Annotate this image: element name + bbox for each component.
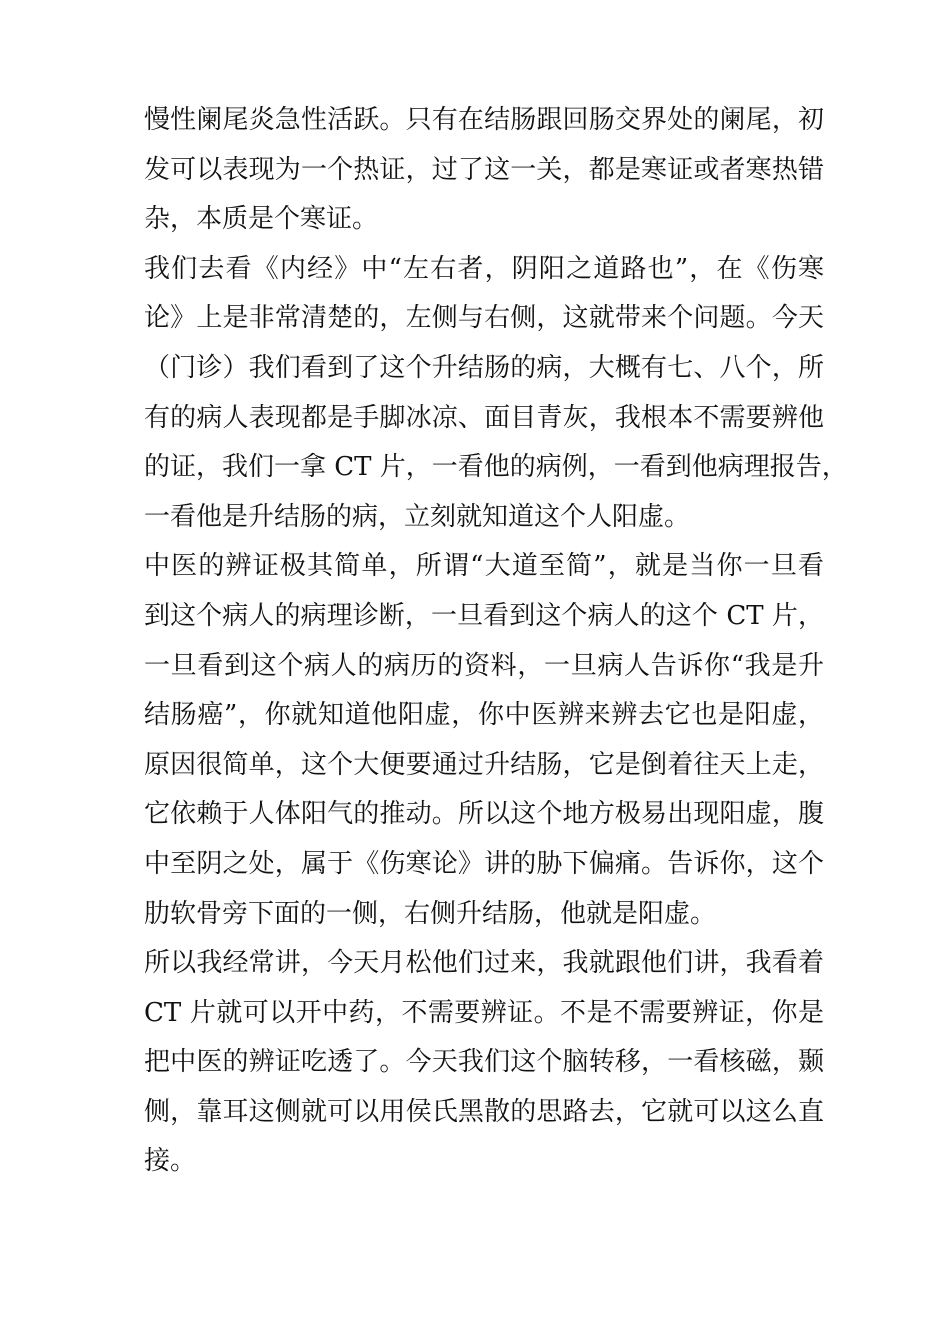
text-line: 接。: [144, 1146, 197, 1177]
text-line: 中至阴之处，属于《伤寒论》讲的胁下偏痛。告诉你，这个: [144, 848, 824, 879]
document-text-body: [144, 96, 848, 1187]
text-line: 到这个病人的病理诊断，一旦看到这个病人的这个 CT 片，: [144, 600, 824, 631]
text-line: （门诊）我们看到了这个升结肠的病，大概有七、八个，所: [144, 352, 824, 383]
text-line: 慢性阑尾炎急性活跃。只有在结肠跟回肠交界处的阑尾，初: [144, 105, 824, 135]
text-line: 中医的辨证极其简单，所谓“大道至简”，就是当你一旦看: [144, 551, 824, 582]
text-line: 杂，本质是个寒证。: [144, 204, 379, 235]
text-line: 一旦看到这个病人的病历的资料，一旦病人告诉你“我是升: [144, 650, 824, 681]
text-line: 我们去看《内经》中“左右者，阴阳之道路也”，在《伤寒: [144, 253, 824, 284]
text-line: 所以我经常讲，今天月松他们过来，我就跟他们讲，我看着: [144, 948, 824, 979]
text-line: 原因很简单，这个大便要通过升结肠，它是倒着往天上走，: [144, 749, 824, 780]
text-line: 把中医的辨证吃透了。今天我们这个脑转移，一看核磁，颞: [144, 1047, 824, 1078]
text-line: 侧，靠耳这侧就可以用侯氏黑散的思路去，它就可以这么直: [144, 1096, 824, 1127]
text-line: 肋软骨旁下面的一侧，右侧升结肠，他就是阳虚。: [144, 898, 717, 929]
text-line: 结肠癌”，你就知道他阳虚，你中医辨来辨去它也是阳虚，: [144, 700, 824, 731]
text-line: 论》上是非常清楚的，左侧与右侧，这就带来个问题。今天: [144, 303, 824, 334]
text-line: 有的病人表现都是手脚冰凉、面目青灰，我根本不需要辨他: [144, 402, 824, 433]
text-line: 它依赖于人体阳气的推动。所以这个地方极易出现阳虚，腹: [144, 799, 824, 830]
text-line: CT 片就可以开中药，不需要辨证。不是不需要辨证，你是: [144, 997, 824, 1028]
text-line: 发可以表现为一个热证，过了这一关，都是寒证或者寒热错: [144, 154, 824, 185]
text-line: 的证，我们一拿 CT 片，一看他的病例，一看到他病理报告，: [144, 452, 848, 483]
text-line: 一看他是升结肠的病，立刻就知道这个人阳虚。: [144, 501, 691, 532]
